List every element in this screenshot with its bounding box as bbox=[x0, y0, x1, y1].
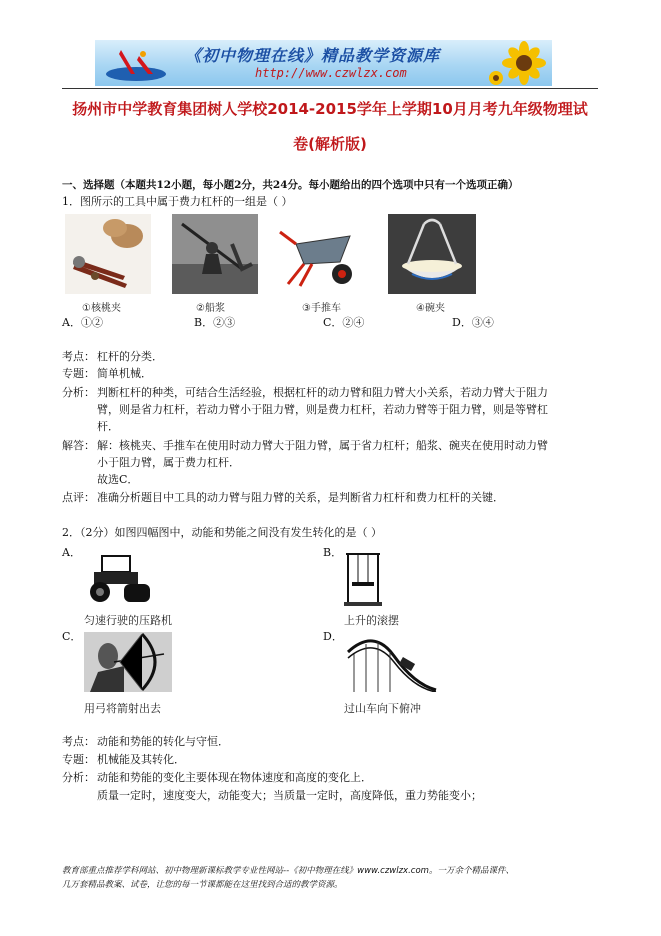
document-title-line1: 扬州市中学教育集团树人学校2014-2015学年上学期10月月考九年级物理试 bbox=[72, 100, 588, 118]
q2-image-road-roller bbox=[84, 552, 152, 604]
q1-jieda-line2: 小于阻力臂，属于费力杠杆． bbox=[97, 456, 240, 469]
q1-kaodian: 杠杆的分类． bbox=[97, 350, 163, 363]
header-rule bbox=[62, 88, 598, 89]
q1-option-c[interactable]: C．②④ bbox=[323, 316, 365, 329]
q1-option-a[interactable]: A．①② bbox=[62, 316, 103, 329]
sunflower-icon bbox=[484, 40, 548, 86]
q2-image-maxwell-wheel bbox=[344, 552, 382, 606]
q2-image-archer bbox=[84, 632, 172, 692]
q1-jieda-line3: 故选C． bbox=[97, 473, 139, 486]
q2-kaodian-label: 考点： bbox=[62, 735, 95, 748]
q1-fenxi-line1: 判断杠杆的种类，可结合生活经验，根据杠杆的动力臂和阻力臂大小关系，若动力臂大于阻力 bbox=[97, 386, 548, 399]
q2-caption-d: 过山车向下俯冲 bbox=[344, 702, 421, 715]
banner-url[interactable]: http://www.czwlzx.com bbox=[255, 66, 407, 80]
q1-stem: 1．图所示的工具中属于费力杠杆的一组是（ ） bbox=[62, 195, 293, 208]
q1-caption-3: ③手推车 bbox=[302, 303, 341, 314]
q2-kaodian: 动能和势能的转化与守恒． bbox=[97, 735, 229, 748]
q2-option-d[interactable]: D． bbox=[323, 630, 343, 643]
section-heading: 一、选择题（本题共12小题，每小题2分，共24分。每小题给出的四个选项中只有一个选项正确） bbox=[62, 179, 519, 191]
q1-kaodian-label: 考点： bbox=[62, 350, 95, 363]
q2-option-c[interactable]: C． bbox=[62, 630, 82, 643]
q2-image-roller-coaster bbox=[344, 632, 438, 692]
q1-fenxi-line3: 杆． bbox=[97, 420, 119, 433]
footer-line1: 教育部重点推荐学科网站、初中物理新课标教学专业性网站--《初中物理在线》www.czwlzx.com。一万余个精品课件、 bbox=[62, 866, 514, 876]
q2-zhuanti: 机械能及其转化． bbox=[97, 753, 185, 766]
q1-fenxi-line2: 臂，则是省力杠杆，若动力臂小于阻力臂，则是费力杠杆，若动力臂等于阻力臂，则是等臂杠 bbox=[97, 403, 548, 416]
q1-image-nutcracker bbox=[65, 214, 151, 294]
header-banner bbox=[95, 40, 552, 86]
q2-fenxi-line2: 质量一定时，速度变大，动能变大；当质量一定时，高度降低，重力势能变小； bbox=[97, 789, 482, 802]
q1-caption-1: ①核桃夹 bbox=[82, 303, 121, 314]
q1-caption-2: ②船浆 bbox=[196, 303, 225, 314]
q1-option-d[interactable]: D．③④ bbox=[452, 316, 494, 329]
q1-caption-4: ④碗夹 bbox=[416, 303, 445, 314]
q1-zhuanti-label: 专题： bbox=[62, 367, 95, 380]
site-logo-icon bbox=[101, 44, 171, 84]
banner-title: 《初中物理在线》精品教学资源库 bbox=[185, 46, 441, 65]
q2-caption-b: 上升的滚摆 bbox=[344, 614, 399, 627]
q1-image-bowl-clamp bbox=[388, 214, 476, 294]
q2-zhuanti-label: 专题： bbox=[62, 753, 95, 766]
q2-option-b[interactable]: B． bbox=[323, 546, 343, 559]
q2-fenxi-line1: 动能和势能的变化主要体现在物体速度和高度的变化上． bbox=[97, 771, 372, 784]
q2-fenxi-label: 分析： bbox=[62, 771, 95, 784]
q1-jieda-label: 解答： bbox=[62, 439, 95, 452]
q1-fenxi-label: 分析： bbox=[62, 386, 95, 399]
q1-dianping: 准确分析题目中工具的动力臂与阻力臂的关系，是判断省力杠杆和费力杠杆的关键． bbox=[97, 491, 504, 504]
document-title-line2: 卷(解析版) bbox=[293, 135, 367, 153]
q1-option-b[interactable]: B．②③ bbox=[194, 316, 236, 329]
q1-jieda-line1: 解：核桃夹、手推车在使用时动力臂大于阻力臂，属于省力杠杆；船浆、碗夹在使用时动力臂 bbox=[97, 439, 548, 452]
q2-option-a[interactable]: A． bbox=[62, 546, 81, 559]
q2-caption-c: 用弓将箭射出去 bbox=[84, 702, 161, 715]
q1-dianping-label: 点评： bbox=[62, 491, 95, 504]
q2-stem: 2．（2分）如图四幅图中，动能和势能之间没有发生转化的是（ ） bbox=[62, 526, 382, 539]
q1-zhuanti: 简单机械． bbox=[97, 367, 152, 380]
footer-line2: 几万套精品教案、试卷，让您的每一节课都能在这里找到合适的教学资源。 bbox=[62, 880, 343, 890]
q1-image-wheelbarrow bbox=[278, 214, 368, 294]
q2-caption-a: 匀速行驶的压路机 bbox=[84, 614, 172, 627]
q1-image-paddle bbox=[172, 214, 258, 294]
